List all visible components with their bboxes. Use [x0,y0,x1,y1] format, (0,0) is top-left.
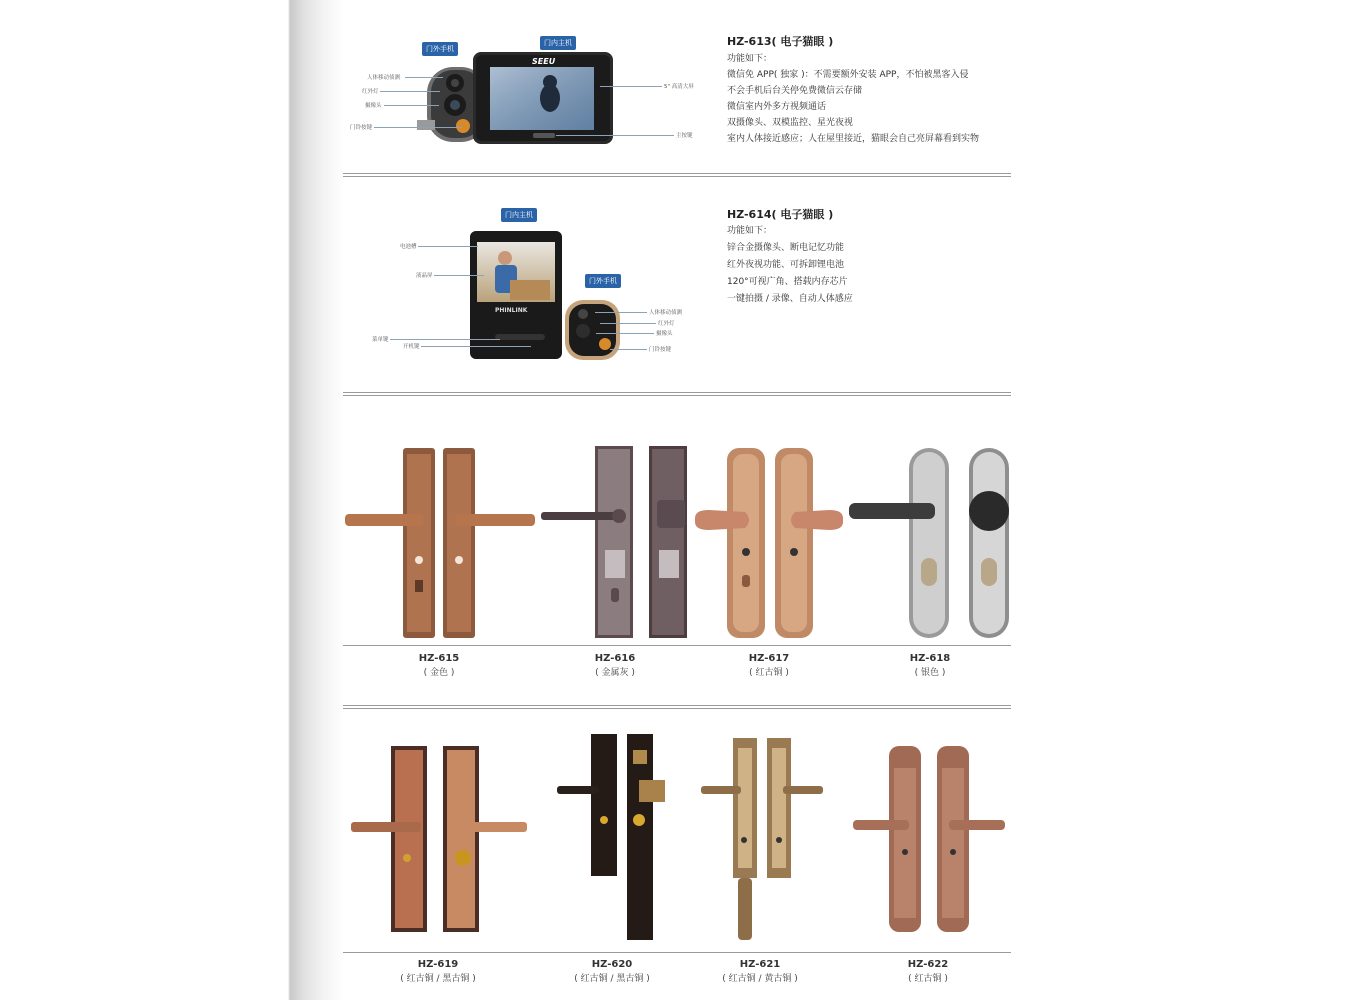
page-binding-shadow [0,0,345,1000]
hz613-label-home: 主按键 [676,133,693,139]
color-label: ( 红古铜 ) [749,668,789,678]
color-label: ( 红古铜 / 黑古铜 ) [400,974,476,984]
model-label: HZ-615 [418,653,460,664]
locks-row1-image [343,440,1011,645]
model-label: HZ-618 [909,653,951,664]
hz614-leader-bell [610,349,647,350]
hz614-title: HZ-614( 电子猫眼 ) [727,208,834,221]
hz620-lock-image [557,734,665,940]
hz614-feature: 锌合金摄像头、断电记忆功能 [727,243,845,253]
hz613-brand-text: SEEU [532,57,556,66]
hz613-leader-bell [374,127,462,128]
hz613-leader-human [405,77,443,78]
row-baseline [343,952,1011,953]
hz613-feature: 室内人体接近感应；人在屋里接近，猫眼会自己亮屏幕看到实物 [727,134,980,144]
hz614-intro: 功能如下： [727,226,773,236]
hz614-leader-camera [596,333,654,334]
hz613-product-image [345,30,705,155]
hz615-lock-image [345,448,535,638]
hz614-leader-ir [600,323,656,324]
model-label: HZ-617 [748,653,790,664]
hz613-tag-indoor: 门内主机 [540,36,576,50]
model-label: HZ-620 [591,959,633,970]
hz614-feature: 120°可视广角、搭载内存芯片 [727,277,848,287]
color-label: ( 红古铜 ) [908,974,948,984]
hz613-leader-home [556,135,674,136]
hz614-label-display: 液晶屏 [416,273,433,279]
section-divider [343,392,1011,396]
section-divider [343,173,1011,177]
hz621-lock-image [701,738,823,940]
hz613-leader-screen [600,86,662,87]
hz614-label-camera: 摄像头 [656,331,673,337]
hz620-caption [542,959,682,984]
hz613-features [727,51,979,147]
hz614-leader-menu [390,339,500,340]
hz619-caption [368,959,508,984]
model-label: HZ-619 [417,959,459,970]
hz613-feature: 双摄像头、双模监控、星光夜视 [727,118,854,128]
hz613-intro: 功能如下： [727,54,773,64]
hz616-lock-image [541,446,687,638]
hz614-tag-indoor: 门内主机 [501,208,537,222]
model-label: HZ-621 [739,959,781,970]
locks-row2-image [343,728,1011,950]
hz614-leader-power [421,346,531,347]
color-label: ( 红古铜 / 黄古铜 ) [722,974,798,984]
hz613-feature: 微信室内外多方视频通话 [727,102,827,112]
hz617-lock-image [695,448,843,638]
hz613-label-bell: 门铃按键 [350,125,373,131]
hz614-features [727,223,853,308]
hz618-lock-image [849,448,1009,638]
hz613-label-ir: 红外灯 [362,89,379,95]
hz622-caption [858,959,998,984]
hz613-leader-ir [380,91,440,92]
hz622-lock-image [853,746,1005,932]
hz614-label-human: 人体移动侦测 [649,310,683,316]
hz621-caption [690,959,830,984]
hz613-label-screen: 5" 高清大屏 [664,84,694,90]
hz614-feature: 红外夜视功能、可拆卸锂电池 [727,260,845,270]
hz614-product-image [465,228,630,363]
hz615-caption [369,653,509,678]
hz613-leader-camera [384,105,439,106]
hz614-label-menu: 菜单键 [372,337,389,343]
hz616-caption [545,653,685,678]
hz614-label-battery: 电池槽 [400,244,417,250]
section-divider [343,705,1011,709]
hz614-leader-display [434,275,484,276]
hz614-brand-text: PHINLINK [495,307,528,314]
hz619-lock-image [351,746,527,932]
hz614-label-ir: 红外灯 [658,321,675,327]
hz613-title: HZ-613( 电子猫眼 ) [727,35,834,48]
hz617-caption [699,653,839,678]
color-label: ( 金属灰 ) [595,668,635,678]
hz613-feature: 微信免 APP( 独家 )：不需要额外安装 APP，不怕被黑客入侵 [727,70,969,80]
hz614-feature: 一键拍摄 / 录像、自动人体感应 [727,294,853,304]
hz614-label-power: 开机键 [403,344,420,350]
row-baseline [343,645,1011,646]
hz614-leader-battery [418,246,478,247]
color-label: ( 银色 ) [914,668,946,678]
color-label: ( 红古铜 / 黑古铜 ) [574,974,650,984]
hz613-tag-outdoor: 门外手机 [422,42,458,56]
hz613-label-camera: 摄像头 [365,103,382,109]
color-label: ( 金色 ) [423,668,455,678]
hz614-label-bell: 门铃按键 [649,347,672,353]
model-label: HZ-616 [594,653,636,664]
hz613-feature: 不会手机后台关停免费微信云存储 [727,86,863,96]
hz614-leader-human [595,312,647,313]
hz613-label-human: 人体移动侦测 [367,75,401,81]
hz614-tag-outdoor: 门外手机 [585,274,621,288]
model-label: HZ-622 [907,959,949,970]
hz618-caption [860,653,1000,678]
